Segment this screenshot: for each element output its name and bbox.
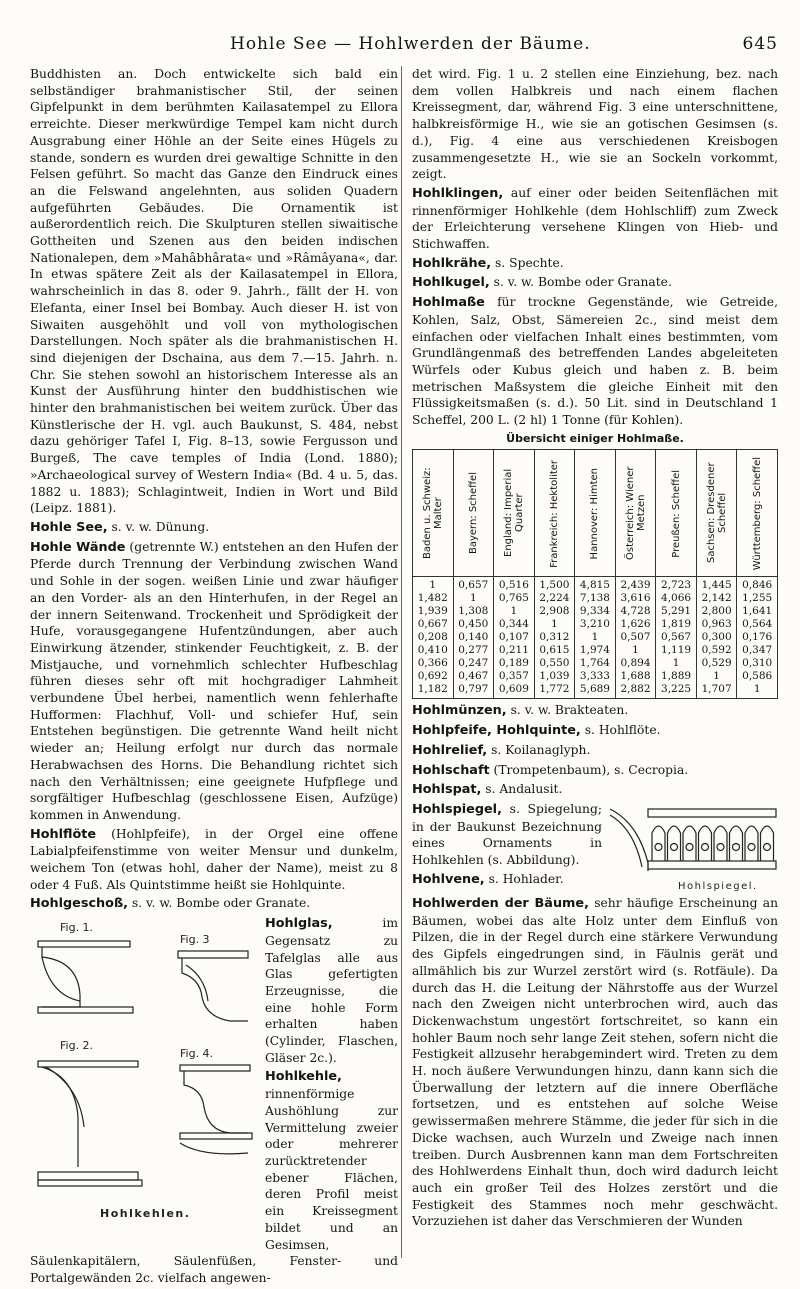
table-row (413, 577, 778, 593)
table-title: Übersicht einiger Hohlmaße. (506, 431, 684, 445)
ornament-dot (717, 843, 724, 850)
table-row (413, 631, 778, 644)
table-cell: 2,882 (615, 683, 656, 699)
entry-keyword: Hohle Wände (30, 539, 126, 555)
entry-text: für trockne Gegenstände, wie Getreide, Kohlen, Salz, Obst, Sämereien 2c., sind meist dem einfachen oder vielfachen Inhalt eines bestimmten, vom Grundlängenmaß des betreffenden Landes abgeleiteten Würfels oder Kubus gleich und haben z. B. beim metrischen Maßsystem die gleiche Einheit mit den Flüssigkeitsmaßen (s. d.). 50 Lit. sind in Deutschland 1 Scheffel, 200 L. (2 hl) 1 Tonne (für Kohlen). (412, 295, 778, 428)
table-cell: 0,609 (494, 683, 535, 699)
left-column (30, 66, 398, 1289)
table-column-header-label: Bayern: Scheffel (467, 472, 479, 555)
table-cell: 0,667 (413, 618, 454, 631)
entry-text: im Gegensatz zu Tafelglas alle aus Glas gefertigten Erzeugnisse, die eine hohle Form erhalten haben (Cylinder, Flaschen, Gläser 2c.). (265, 916, 398, 1065)
ornament-dot (702, 843, 709, 850)
table-cell: 0,140 (453, 631, 494, 644)
hohlkehlen-illustration (30, 917, 255, 1235)
entry-keyword: Hohlkehle, (265, 1069, 342, 1085)
table-cell: 9,334 (575, 605, 616, 618)
entry-text: s. Hohlader. (484, 871, 564, 886)
table-cell: 0,529 (696, 657, 737, 670)
table-cell: 0,615 (534, 644, 575, 657)
entry-text: (Trompetenbaum), s. Cecropia. (489, 762, 689, 777)
table-cell: 2,800 (696, 605, 737, 618)
table-cell: 0,189 (494, 657, 535, 670)
entry-text: s. v. w. Bombe oder Granate. (128, 896, 311, 911)
entry-keyword: Hohlschaft (412, 762, 490, 778)
entry-keyword: Hohlrelief, (412, 742, 488, 758)
entry-text: s. v. w. Bombe oder Granate. (489, 275, 672, 290)
entry-keyword: Hohlpfeife, Hohlquinte, (412, 723, 581, 739)
paragraph-hoehlen-end: Buddhisten an. Doch entwickelte sich bald ein selbständiger brahmanistischer Stil, der seinen Gipfelpunkt in dem berühmten Kailasatempel zu Ellora erreichte. Dieser merkwürdige Tempel kam nicht durch Ausgrabung einer Höhle an der Seite eines Hügels zu stande, sondern es wurden drei gewaltige Schnitte in den Felsen geführt. So macht das Ganze den Eindruck eines an die Felswand angelehnten, aus soliden Quadern aufgeführten Gebäudes. Die Ornamentik ist außerordentlich reich. Die Skulpturen stellen siwaitische Gottheiten und Szenen aus den beiden indischen Nationalepen, dem »Mahâbhârata« und »Râmâyana«, dar. In etwas spätere Zeit als der Kailasatempel in Ellora, wahrscheinlich in das 8. oder 9. Jahrh., fällt der H. von Elefanta, einer Insel bei Bombay. Auch dieser H. ist von Siwaiten ausgehöhlt und voll von mythologischen Darstellungen. Noch später als die brahmanistischen H. sind diejenigen der Dschaina, aus dem 7.—15. Jahrh. n. Chr. Sie stehen sowohl an historischem Interesse als an Kunst der Ausführung hinter den buddhistischen wie hinter den brahmanistischen bei weitem zurück. Über das Künstlerische der H. vgl. auch Baukunst, S. 484, nebst dazu gehöriger Tafel I, Fig. 8–13, sowie Fergusson und Burgeß, The cave temples of India (Lond. 1880); »Archaeological survey of Western India« (Bd. 4 u. 5, das. 1882 u. 1883); Schlagintweit, Indien in Wort und Bild (Leipz. 1881). (30, 67, 398, 516)
entry-keyword: Hohlkrähe, (412, 255, 492, 271)
table-cell: 1,764 (575, 657, 616, 670)
entry-hohlpfeife (412, 722, 778, 740)
table-cell: 0,467 (453, 670, 494, 683)
entry-hohlfloete (30, 826, 398, 894)
table-cell: 0,176 (737, 631, 778, 644)
page-title: Hohle See — Hohlwerden der Bäume. (230, 34, 591, 54)
table-cell: 1,445 (696, 577, 737, 593)
entry-hohlmasse (412, 294, 778, 429)
entry-text: s. v. w. Brakteaten. (506, 703, 629, 718)
table-cell: 1,688 (615, 670, 656, 683)
entry-text: s. Spechte. (491, 255, 564, 270)
entry-hohle-see (30, 519, 398, 537)
table-cell: 0,357 (494, 670, 535, 683)
table-cell: 1 (575, 631, 616, 644)
fig2-label: Fig. 2. (60, 1039, 94, 1053)
table-row (413, 605, 778, 618)
table-cell: 1,626 (615, 618, 656, 631)
page-number: 645 (742, 34, 778, 54)
table-cell: 0,410 (413, 644, 454, 657)
entry-keyword: Hohlflöte (30, 826, 97, 842)
ornament-caption: Hohlspiegel. (678, 880, 758, 892)
entry-keyword: Hohlgeschoß, (30, 896, 129, 912)
entry-text: (Hohlpfeife), in der Orgel eine offene Labialpfeifenstimme von weiter Mensur und dunkelm, weichem Ton (etwas hohl, daher der Name), meist zu 8 oder 4 Fuß. Als Quintstimme heißt sie Hohlquinte. (30, 826, 398, 892)
table-column-header (656, 450, 697, 577)
table-cell: 0,107 (494, 631, 535, 644)
table-cell: 1 (737, 683, 778, 699)
entry-keyword: Hohlwerden der Bäume, (412, 895, 589, 911)
table-column-header-label: Frankreich: Hektoliter (548, 459, 560, 568)
running-head (30, 34, 778, 56)
table-cell: 1 (413, 577, 454, 593)
table-cell: 0,208 (413, 631, 454, 644)
table-cell: 1,819 (656, 618, 697, 631)
table-column-header-label: Österreich: Wiener Metzen (624, 466, 647, 561)
table-column-header (737, 450, 778, 577)
entry-keyword: Hohlkugel, (412, 275, 490, 291)
table-cell: 0,894 (615, 657, 656, 670)
table-cell: 0,516 (494, 577, 535, 593)
table-cell: 2,224 (534, 592, 575, 605)
table-cell: 1,772 (534, 683, 575, 699)
entry-keyword: Hohlklingen, (412, 185, 504, 201)
ornament-dot (764, 843, 771, 850)
table-column-header (696, 450, 737, 577)
table-column-header-label: Württemberg: Scheffel (751, 456, 763, 571)
table-column-header (453, 450, 494, 577)
entry-text: s. Andalusit. (481, 782, 563, 797)
entry-text: s. Hohlflöte. (580, 723, 661, 738)
table-cell: 1 (453, 592, 494, 605)
table-cell: 1 (615, 644, 656, 657)
entry-text: s. v. w. Dünung. (107, 519, 210, 534)
ornament-dot (748, 843, 755, 850)
table-cell: 0,310 (737, 657, 778, 670)
fig3-label: Fig. 3 (180, 933, 210, 947)
table-row (413, 644, 778, 657)
table-column-header (494, 450, 535, 577)
table-column-header-label: Sachsen: Dresdener Scheffel (705, 463, 728, 564)
table-cell: 1,482 (413, 592, 454, 605)
table-cell: 3,616 (615, 592, 656, 605)
entry-keyword: Hohlmünzen, (412, 703, 507, 719)
table-cell: 0,312 (534, 631, 575, 644)
table-row (413, 683, 778, 699)
ornament-dot (733, 843, 740, 850)
hohlspiegel-ornament (608, 803, 778, 895)
entry-text: s. Spiegelung; in der Baukunst Bezeichnung eines Ornaments in Hohlkehlen (s. Abbildung). (412, 801, 602, 868)
table-cell: 1,707 (696, 683, 737, 699)
table-cell: 0,366 (413, 657, 454, 670)
entry-text: (getrennte W.) entstehen an den Hufen der Pferde durch Trennung der Verbindung zwischen Wand und Sohle in der sogen. weißen Linie und zwar häufiger an den Vorder- als an den Hinterhufen, in der Regel an der innern Seitenwand. Trockenheit und Sprödigkeit der Hufe, vorausgegangene Hufentzündungen, aber auch Einwirkung ätzender, stinkender Feuchtigkeit, z. B. der Mistjauche, und vornehmlich schlechter Hufbeschlag führen dieses sehr oft mit hochgradiger Lahmheit verbundene Übel herbei, namentlich wenn fehlerhafte Hufformen: Flachhuf, Voll- und schiefer Huf, sein Entstehen begünstigen. Die getrennte Wand heilt nicht wieder an; Heilung erfolgt nur durch das normale Herabwachsen des Horns. Die Behandlung richtet sich nach den Verhältnissen; eine geeignete Hufpflege und sorgfältiger Hufbeschlag (geschlossene Eisen, Aufzüge) kommen in Anwendung. (30, 539, 398, 822)
table-cell: 1 (656, 657, 697, 670)
table-cell: 0,692 (413, 670, 454, 683)
ornament-dot (655, 843, 662, 850)
table-cell: 5,689 (575, 683, 616, 699)
table-column-header-label: Baden u. Schweiz: Malter (421, 467, 444, 560)
table-cell: 1 (494, 605, 535, 618)
table-cell: 1,119 (656, 644, 697, 657)
table-cell: 4,728 (615, 605, 656, 618)
entry-hohlmuenzen (412, 702, 778, 720)
table-cell: 0,550 (534, 657, 575, 670)
table-column-header-label: England: Imperial Quarter (502, 469, 525, 558)
table-cell: 1,500 (534, 577, 575, 593)
table-cell: 1,641 (737, 605, 778, 618)
table-cell: 0,211 (494, 644, 535, 657)
table-cell: 0,657 (453, 577, 494, 593)
entry-hohlschaft (412, 762, 778, 780)
table-row (413, 657, 778, 670)
entry-keyword: Hohlvene, (412, 871, 485, 887)
entry-hohle-waende (30, 539, 398, 824)
table-column-header (615, 450, 656, 577)
table-column-header (413, 450, 454, 577)
table-cell: 0,963 (696, 618, 737, 631)
right-column (412, 66, 778, 1232)
table-cell: 2,439 (615, 577, 656, 593)
entry-hohlklingen (412, 185, 778, 253)
hohlkehlen-figures (30, 917, 255, 1235)
table-column-header (534, 450, 575, 577)
table-cell: 4,815 (575, 577, 616, 593)
table-cell: 1,974 (575, 644, 616, 657)
entry-text: sehr häufige Erscheinung an Bäumen, wobei das alte Holz unter dem Einfluß von Pilzen, die in der Regel durch eine stärkere Verwundung des Gipfels eingedrungen sind, in Fäulnis gerät und allmählich bis zur Wurzel zerstört wird (s. Rotfäule). Da durch das H. die Leitung der Nährstoffe aus der Wurzel nach den Zweigen nicht unterbrochen wird, auch das Dickenwachstum ungestört fortschreitet, so kann ein hohler Baum noch sehr lange Zeit stehen, sofern nicht die Festigkeit allzusehr herabgemindert wird. Treten zu dem H. noch äußere Verwundungen hinzu, dann kann sich die Überwallung der letztern auf die innere Oberfläche fortsetzen, und es entstehen auf solche Weise gewissermaßen mehrere Stämme, die jeder für sich in die Dicke wachsen, auch Wurzeln und Zweige nach innen treiben. Durch Ausbrennen kann man dem Fortschreiten des Hohlwerdens Einhalt thun, doch wird dadurch leicht auch ein großer Teil des Holzes zerstört und die Festigkeit des Stammes noch mehr geschwächt. Vorzuziehen ist daher das Verschmieren der Wunden (412, 895, 779, 1229)
table-cell: 0,277 (453, 644, 494, 657)
entry-text: rinnenförmige Aushöhlung zur Vermittelung zweier oder mehrerer zurücktretender ebener Flächen, deren Profil meist ein Kreissegment bildet und an Gesimsen, Säulenkapitälern, Säulenfüßen, Fenster- und Portalgewänden 2c. vielfach angewen- (30, 1087, 398, 1285)
hohlspiegel-illustration (608, 803, 778, 895)
entry-text: auf einer oder beiden Seitenflächen mit rinnenförmiger Hohlkehle (dem Hohlschliff) zum Zweck der Erleichterung versehene Klingen von Hieb- und Stichwaffen. (412, 185, 778, 252)
table-cell: 0,247 (453, 657, 494, 670)
entry-hohlgeschoss (30, 895, 398, 913)
entry-keyword: Hohlspat, (412, 782, 482, 798)
table-cell: 1,939 (413, 605, 454, 618)
entry-keyword: Hohle See, (30, 519, 108, 535)
table-cell: 3,225 (656, 683, 697, 699)
table-cell: 1,182 (413, 683, 454, 699)
table-cell: 0,797 (453, 683, 494, 699)
table-cell: 0,344 (494, 618, 535, 631)
table-row (413, 670, 778, 683)
table-cell: 1 (534, 618, 575, 631)
hohlmasse-table (412, 449, 778, 699)
table-cell: 3,333 (575, 670, 616, 683)
table-body (413, 577, 778, 699)
table-column-header-label: Preußen: Scheffel (670, 469, 682, 558)
fig4-label: Fig. 4. (180, 1047, 214, 1061)
entry-keyword: Hohlspiegel, (412, 801, 502, 817)
table-cell: 1,255 (737, 592, 778, 605)
table-cell: 1,889 (656, 670, 697, 683)
figures-caption: Hohlkehlen. (100, 1207, 191, 1221)
table-cell: 4,066 (656, 592, 697, 605)
table-cell: 0,450 (453, 618, 494, 631)
table-cell: 0,347 (737, 644, 778, 657)
table-cell: 0,567 (656, 631, 697, 644)
ornament-dot (686, 843, 693, 850)
table-cell: 3,210 (575, 618, 616, 631)
entry-hohlkugel (412, 274, 778, 292)
entry-hohlspat (412, 781, 778, 799)
entry-keyword: Hohlmaße (412, 295, 485, 311)
table-cell: 0,765 (494, 592, 535, 605)
table-row (413, 592, 778, 605)
table-header-row (413, 450, 778, 577)
table-column-header (575, 450, 616, 577)
table-cell: 2,908 (534, 605, 575, 618)
entry-hohlwerden-der-baeume (412, 895, 778, 1230)
column-divider (401, 66, 402, 1258)
table-cell: 0,507 (615, 631, 656, 644)
table-cell: 1,308 (453, 605, 494, 618)
paragraph-hohlkehle-cont: det wird. Fig. 1 u. 2 stellen eine Einziehung, bez. nach dem vollen Halbkreis und nach einem flachen Kreissegment, dar, während Fig. 3 eine unterschnittene, halbkreisförmige H., wie sie an gotischen Gesimsen (s. d.), Fig. 4 eine aus verschiedenen Kreisbogen zusammengesetzte H., wie sie an Sockeln vorkommt, zeigt. (412, 67, 778, 182)
table-cell: 0,592 (696, 644, 737, 657)
table-cell: 1 (696, 670, 737, 683)
table-cell: 2,142 (696, 592, 737, 605)
ornament-dot (671, 843, 678, 850)
table-cell: 2,723 (656, 577, 697, 593)
table-column-header-label: Hannover: Himten (589, 467, 601, 560)
table-cell: 5,291 (656, 605, 697, 618)
table-cell: 0,586 (737, 670, 778, 683)
table-row (413, 618, 778, 631)
table-cell: 0,846 (737, 577, 778, 593)
table-cell: 1,039 (534, 670, 575, 683)
table-cell: 7,138 (575, 592, 616, 605)
entry-text: s. Koilanaglyph. (487, 742, 591, 757)
fig1-label: Fig. 1. (60, 921, 94, 935)
table-cell: 0,300 (696, 631, 737, 644)
table-cell: 0,564 (737, 618, 778, 631)
entry-hohlkraehe (412, 255, 778, 273)
entry-keyword: Hohlglas, (265, 916, 333, 932)
entry-hohlrelief (412, 742, 778, 760)
